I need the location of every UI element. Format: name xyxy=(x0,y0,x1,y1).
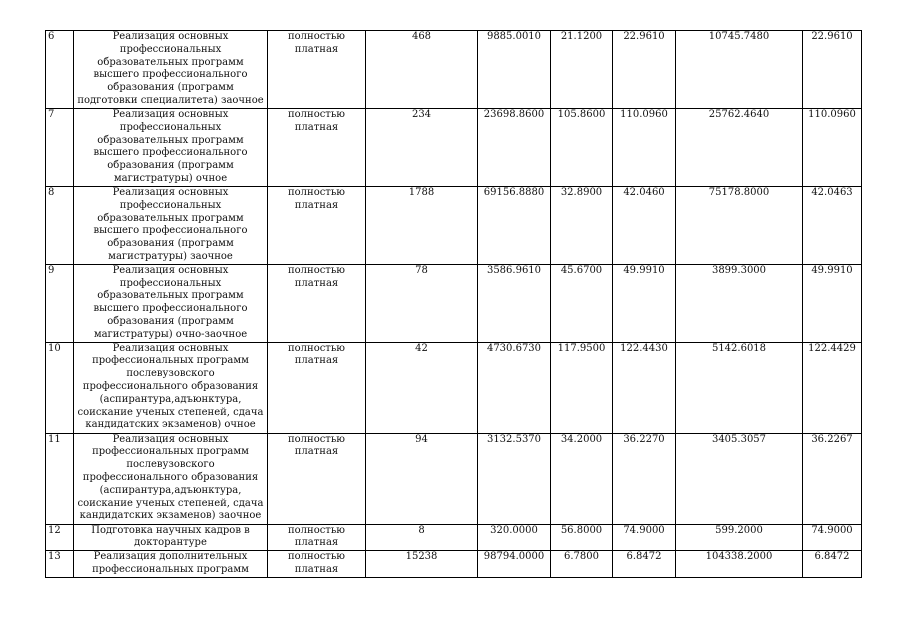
service-name: Реализация основных профессиональных программ послевузовского профессионального образования (аспирантура,адъюнктура, соискание ученых степеней, сдача кандидатских экзаменов) очное xyxy=(74,342,268,433)
row-number: 9 xyxy=(46,264,74,342)
value-cell: 3899.3000 xyxy=(676,264,803,342)
value-cell: 23698.8600 xyxy=(478,109,551,187)
value-cell: 4730.6730 xyxy=(478,342,551,433)
table-row xyxy=(46,187,862,265)
value-cell: 49.9910 xyxy=(613,264,676,342)
row-number: 11 xyxy=(46,433,74,524)
value-cell: 42.0463 xyxy=(803,187,862,265)
value-cell: 8 xyxy=(366,524,478,551)
value-cell: 122.4430 xyxy=(613,342,676,433)
value-cell: 78 xyxy=(366,264,478,342)
value-cell: 3586.9610 xyxy=(478,264,551,342)
row-number: 6 xyxy=(46,31,74,109)
payment-type: полностью платная xyxy=(268,31,366,109)
value-cell: 110.0960 xyxy=(803,109,862,187)
row-number: 7 xyxy=(46,109,74,187)
value-cell: 98794.0000 xyxy=(478,551,551,578)
value-cell: 69156.8880 xyxy=(478,187,551,265)
service-name: Подготовка научных кадров в докторантуре xyxy=(74,524,268,551)
value-cell: 320.0000 xyxy=(478,524,551,551)
value-cell: 42 xyxy=(366,342,478,433)
payment-type: полностью платная xyxy=(268,433,366,524)
value-cell: 599.2000 xyxy=(676,524,803,551)
value-cell: 21.1200 xyxy=(551,31,613,109)
value-cell: 22.9610 xyxy=(803,31,862,109)
value-cell: 234 xyxy=(366,109,478,187)
service-name: Реализация основных профессиональных образовательных программ высшего профессионального образования (программ магистратуры) очное xyxy=(74,109,268,187)
value-cell: 3405.3057 xyxy=(676,433,803,524)
value-cell: 74.9000 xyxy=(803,524,862,551)
service-name: Реализация основных профессиональных образовательных программ высшего профессионального образования (программ магистратуры) заочное xyxy=(74,187,268,265)
value-cell: 25762.4640 xyxy=(676,109,803,187)
value-cell: 36.2267 xyxy=(803,433,862,524)
table-row xyxy=(46,551,862,578)
table-row xyxy=(46,264,862,342)
value-cell: 22.9610 xyxy=(613,31,676,109)
row-number: 13 xyxy=(46,551,74,578)
value-cell: 15238 xyxy=(366,551,478,578)
value-cell: 36.2270 xyxy=(613,433,676,524)
row-number: 8 xyxy=(46,187,74,265)
value-cell: 45.6700 xyxy=(551,264,613,342)
value-cell: 105.8600 xyxy=(551,109,613,187)
services-table xyxy=(45,30,862,578)
value-cell: 74.9000 xyxy=(613,524,676,551)
table-row xyxy=(46,109,862,187)
value-cell: 75178.8000 xyxy=(676,187,803,265)
service-name: Реализация дополнительных профессиональных программ xyxy=(74,551,268,578)
value-cell: 468 xyxy=(366,31,478,109)
service-name: Реализация основных профессиональных образовательных программ высшего профессионального образования (программ подготовки специалитета) заочное xyxy=(74,31,268,109)
value-cell: 9885.0010 xyxy=(478,31,551,109)
value-cell: 49.9910 xyxy=(803,264,862,342)
value-cell: 32.8900 xyxy=(551,187,613,265)
value-cell: 110.0960 xyxy=(613,109,676,187)
payment-type: полностью платная xyxy=(268,109,366,187)
payment-type: полностью платная xyxy=(268,524,366,551)
service-name: Реализация основных профессиональных программ послевузовского профессионального образования (аспирантура,адъюнктура, соискание ученых степеней, сдача кандидатских экзаменов) заочное xyxy=(74,433,268,524)
payment-type: полностью платная xyxy=(268,187,366,265)
value-cell: 6.8472 xyxy=(803,551,862,578)
service-name: Реализация основных профессиональных образовательных программ высшего профессионального образования (программ магистратуры) очно-заочное xyxy=(74,264,268,342)
value-cell: 3132.5370 xyxy=(478,433,551,524)
payment-type: полностью платная xyxy=(268,264,366,342)
value-cell: 34.2000 xyxy=(551,433,613,524)
table-row xyxy=(46,342,862,433)
payment-type: полностью платная xyxy=(268,342,366,433)
value-cell: 1788 xyxy=(366,187,478,265)
row-number: 10 xyxy=(46,342,74,433)
row-number: 12 xyxy=(46,524,74,551)
table-row xyxy=(46,524,862,551)
value-cell: 6.8472 xyxy=(613,551,676,578)
value-cell: 5142.6018 xyxy=(676,342,803,433)
value-cell: 6.7800 xyxy=(551,551,613,578)
value-cell: 94 xyxy=(366,433,478,524)
value-cell: 117.9500 xyxy=(551,342,613,433)
table-row xyxy=(46,433,862,524)
value-cell: 10745.7480 xyxy=(676,31,803,109)
payment-type: полностью платная xyxy=(268,551,366,578)
table-row xyxy=(46,31,862,109)
value-cell: 42.0460 xyxy=(613,187,676,265)
value-cell: 56.8000 xyxy=(551,524,613,551)
value-cell: 122.4429 xyxy=(803,342,862,433)
value-cell: 104338.2000 xyxy=(676,551,803,578)
